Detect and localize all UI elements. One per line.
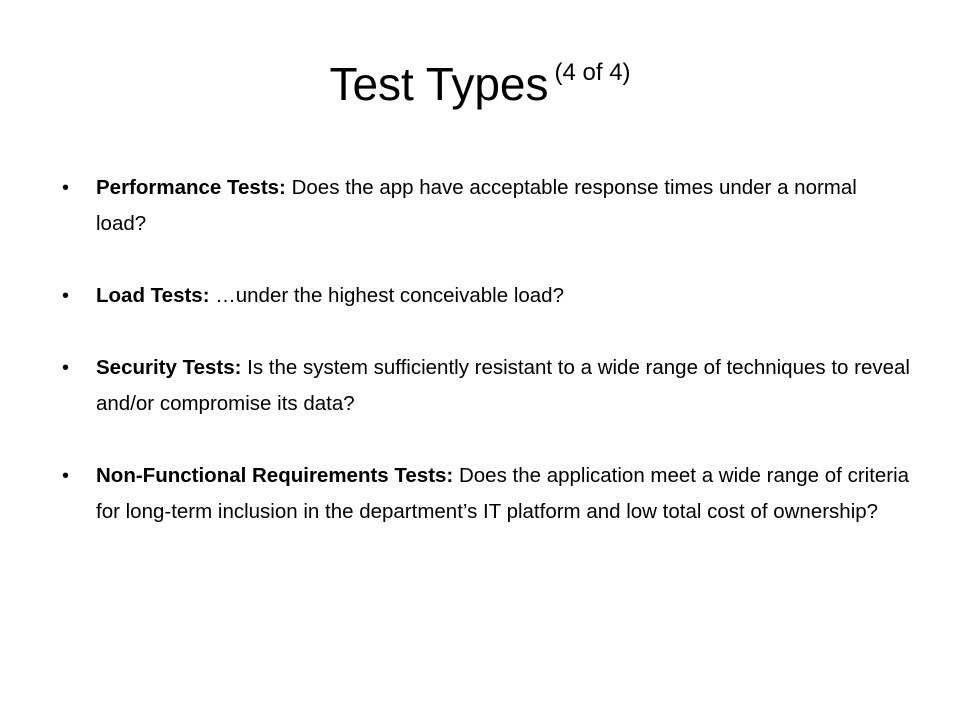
bullet-text: …under the highest conceivable load? [215,284,564,307]
bullet-item-non-functional-requirements-tests [60,458,910,530]
bullet-icon: • [62,465,70,487]
bullet-term: Non-Functional Requirements Tests: [96,464,454,487]
bullet-item-load-tests [60,278,910,314]
bullet-item-security-tests [60,350,910,422]
bullet-term: Load Tests: [96,284,210,307]
title-text: Test Types [329,58,549,110]
slide-title [0,58,960,111]
bullet-text: Does the app have acceptable response times under a normal load? [96,176,857,235]
bullet-term: Security Tests: [96,356,242,379]
bullet-term: Performance Tests: [96,176,286,199]
bullet-icon: • [62,285,70,307]
bullet-list [60,170,910,566]
bullet-text: Is the system sufficiently resistant to a wide range of techniques to reveal and/or compromise its data? [96,356,910,415]
bullet-icon: • [62,357,70,379]
bullet-icon: • [62,177,70,199]
title-suffix: (4 of 4) [554,59,631,86]
bullet-item-performance-tests [60,170,910,242]
bullet-text: Does the application meet a wide range of criteria for long-term inclusion in the department’s IT platform and low total cost of ownership? [96,464,910,523]
